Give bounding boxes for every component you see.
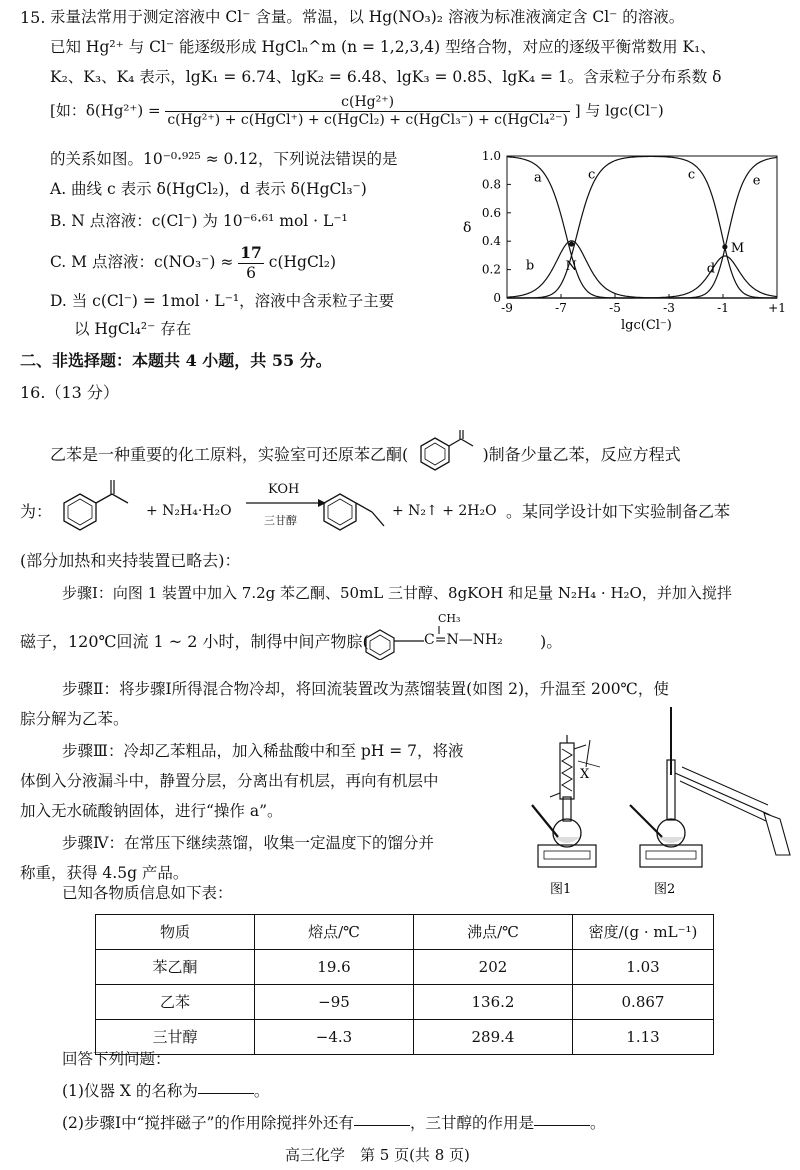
chart-labels [526, 168, 761, 277]
step2-line2: 腙分解为乙苯。 [20, 710, 129, 728]
chart-curves [507, 156, 777, 298]
q15-line5: 的关系如图。10⁻⁰·⁹²⁵ ≈ 0.12，下列说法错误的是 [50, 150, 398, 168]
y-tick-label: 1.0 [481, 149, 501, 163]
distribution-chart [455, 140, 795, 345]
definition-suffix: ] 与 lgc(Cl⁻) [574, 101, 664, 120]
point-label: M [730, 240, 745, 256]
table-row [96, 950, 714, 985]
equation-solvent: 三甘醇 [264, 514, 297, 527]
x-axis-label: lgc(Cl⁻) [621, 318, 672, 333]
table-header-row [96, 915, 714, 950]
table-header-cell: 密度/(g · mL⁻¹) [573, 915, 714, 950]
table-cell: 19.6 [255, 950, 414, 985]
curve-label: d [706, 261, 716, 277]
section-2-heading: 二、非选择题：本题共 4 小题，共 55 分。 [20, 351, 332, 370]
sub-question-1-text: (1)仪器 X 的名称为 [62, 1082, 198, 1100]
step1-line2-post: )。 [540, 632, 563, 651]
figure-1-label: 图1 [550, 882, 572, 897]
curve-label: b [525, 258, 535, 274]
table-row [96, 985, 714, 1020]
equation-suffix: 。某同学设计如下实验制备乙苯 [506, 502, 731, 521]
table-cell: 289.4 [414, 1020, 573, 1055]
y-tick-label: 0.4 [481, 234, 501, 249]
answer-blank[interactable] [198, 1092, 254, 1094]
option-c [50, 244, 336, 282]
q16-intro [50, 430, 681, 476]
table-row [96, 1020, 714, 1055]
curve-label: a [534, 170, 542, 186]
q15-line1: 汞量法常用于测定溶液中 Cl⁻ 含量。常温，以 Hg(NO₃)₂ 溶液为标准液滴定含 Cl⁻ 的溶液。 [50, 8, 685, 26]
sub-question-2-text: (2)步骤Ⅰ中“搅拌磁子”的作用除搅拌外还有 [62, 1114, 354, 1132]
q16-note: (部分加热和夹持装置已略去)： [20, 551, 241, 570]
figure-1-reflux-apparatus [532, 735, 600, 867]
y-tick-label: 0.6 [481, 205, 501, 220]
properties-table [95, 914, 714, 1055]
x-tick-label: -5 [609, 301, 621, 315]
point-label: N [565, 259, 577, 275]
curve-label: e [752, 173, 761, 189]
table-cell: 1.13 [573, 1020, 714, 1055]
y-tick-label: 0.2 [481, 262, 501, 277]
option-d-cont: 以 HgCl₄²⁻ 存在 [74, 320, 192, 338]
apparatus-figures [520, 705, 800, 900]
answer-blank[interactable] [534, 1124, 590, 1126]
liebig-condenser [675, 773, 770, 815]
figure-2-label: 图2 [654, 882, 676, 897]
y-axis-label: δ [463, 220, 472, 236]
equation-products: + N₂↑ + 2H₂O [392, 503, 497, 519]
thermometer-1 [532, 805, 558, 837]
acetophenone-structure-icon [413, 430, 477, 476]
heater-stirrer-1 [538, 845, 596, 867]
table-cell: 三甘醇 [96, 1020, 255, 1055]
heater-stirrer-2 [640, 845, 702, 867]
point-M [722, 244, 727, 249]
stand-rod-1 [586, 740, 590, 767]
step4-line1: 步骤Ⅳ：在常压下继续蒸馏，收集一定温度下的馏分并 [62, 834, 434, 852]
answer-blank[interactable] [354, 1124, 410, 1126]
x-tick-label: -3 [663, 301, 675, 315]
step1-line2-pre: 磁子，120℃回流 1 ~ 2 小时，制得中间产物腙( [20, 632, 369, 651]
table-cell: 1.03 [573, 950, 714, 985]
table-header-cell: 熔点/℃ [255, 915, 414, 950]
sub-question-2-mid: ，三甘醇的作用是 [409, 1114, 534, 1132]
reaction-equation [20, 478, 800, 538]
table-cell: 乙苯 [96, 985, 255, 1020]
curve-label: c [687, 167, 696, 183]
page-footer: 高三化学 第 5 页(共 8 页) [285, 1146, 470, 1164]
q15-line2: 已知 Hg²⁺ 与 Cl⁻ 能逐级形成 HgClₙ^m (n = 1,2,3,4) 型络合物，对应的逐级平衡常数用 K₁、 [50, 38, 716, 56]
equation-catalyst: KOH [268, 482, 300, 497]
hydrazone-ch3: CH₃ [438, 612, 461, 625]
sub-question-2-end: 。 [589, 1114, 606, 1132]
x-tick-label: -1 [717, 301, 729, 315]
equation-reagent: + N₂H₄·H₂O [146, 503, 232, 519]
q16-header: 16.（13 分） [20, 383, 119, 402]
step3-line3: 加入无水硫酸钠固体，进行“操作 a”。 [20, 802, 283, 820]
y-tick-label: 0.8 [481, 177, 501, 192]
table-header-cell: 沸点/℃ [414, 915, 573, 950]
sub-question-1 [62, 1082, 269, 1101]
option-a: A. 曲线 c 表示 δ(HgCl₂)，d 表示 δ(HgCl₃⁻) [50, 180, 367, 198]
table-cell: 苯乙酮 [96, 950, 255, 985]
table-intro: 已知各物质信息如下表： [62, 884, 233, 902]
q16-intro-post: )制备少量乙苯，反应方程式 [482, 445, 681, 464]
hydrazone-text: C=N—NH₂ [424, 632, 503, 648]
step1-line1: 步骤Ⅰ：向图 1 装置中加入 7.2g 苯乙酮、50mL 三甘醇、8gKOH 和足量 N₂H₄ · H₂O，并加入搅拌 [62, 584, 732, 602]
table-cell: −4.3 [255, 1020, 414, 1055]
hydrazone-bond [394, 636, 424, 646]
equation-arrow-icon [246, 498, 326, 508]
receiving-flask [764, 813, 790, 855]
equation-prefix: 为： [20, 502, 53, 521]
q15-number: 15. [20, 8, 46, 27]
x-tick-label: -7 [555, 301, 567, 315]
option-c-numerator: 17 [240, 243, 262, 262]
step1-line2 [20, 612, 640, 662]
table-cell: 0.867 [573, 985, 714, 1020]
point-N [569, 241, 574, 246]
curve-label: c [588, 167, 596, 183]
label-x: X [580, 767, 590, 782]
sub-question-1-end: 。 [253, 1082, 270, 1100]
definition-denominator: c(Hg²⁺) + c(HgCl⁺) + c(HgCl₂) + c(HgCl₃⁻) + c(HgCl₄²⁻) [167, 111, 568, 128]
option-d: D. 当 c(Cl⁻) = 1mol · L⁻¹，溶液中含汞粒子主要 [50, 292, 395, 310]
x-tick-label: -9 [501, 301, 513, 315]
step4-line2: 称重，获得 4.5g 产品。 [20, 864, 189, 882]
table-cell: −95 [255, 985, 414, 1020]
step2-line1: 步骤Ⅱ：将步骤Ⅰ所得混合物冷却，将回流装置改为蒸馏装置(如图 2)，升温至 200℃，使 [62, 680, 669, 698]
step3-line1: 步骤Ⅲ：冷却乙苯粗品，加入稀盐酸中和至 pH = 7，将液 [62, 742, 464, 760]
sub-question-2 [62, 1114, 605, 1133]
definition-prefix: [如：δ(Hg²⁺) = [50, 101, 161, 120]
x-tick-label: +1 [768, 301, 786, 315]
table-cell: 136.2 [414, 985, 573, 1020]
figure-2-distillation-apparatus [630, 707, 790, 867]
q15-definition [50, 94, 664, 129]
answer-intro: 回答下列问题： [62, 1050, 171, 1068]
option-b: B. N 点溶液：c(Cl⁻) 为 10⁻⁶·⁶¹ mol · L⁻¹ [50, 212, 348, 230]
acetophenone-reactant-icon [60, 478, 160, 534]
option-c-fraction [238, 244, 264, 282]
step3-line2: 体倒入分液漏斗中，静置分层，分离出有机层，再向有机层中 [20, 772, 439, 790]
definition-numerator: c(Hg²⁺) [165, 94, 570, 112]
q16-intro-pre: 乙苯是一种重要的化工原料，实验室可还原苯乙酮( [50, 445, 409, 464]
option-c-suffix: c(HgCl₂) [268, 253, 337, 272]
y-tick-label: 0 [493, 291, 501, 305]
table-header-cell: 物质 [96, 915, 255, 950]
option-c-denominator: 6 [246, 263, 256, 282]
option-c-prefix: C. M 点溶液：c(NO₃⁻) ≈ [50, 253, 234, 272]
definition-fraction [165, 94, 570, 129]
q15-line3: K₂、K₃、K₄ 表示，lgK₁ = 6.74、lgK₂ = 6.48、lgK₃ = 0.85、lgK₄ = 1。含汞粒子分布系数 δ [50, 68, 722, 86]
table-cell: 202 [414, 950, 573, 985]
